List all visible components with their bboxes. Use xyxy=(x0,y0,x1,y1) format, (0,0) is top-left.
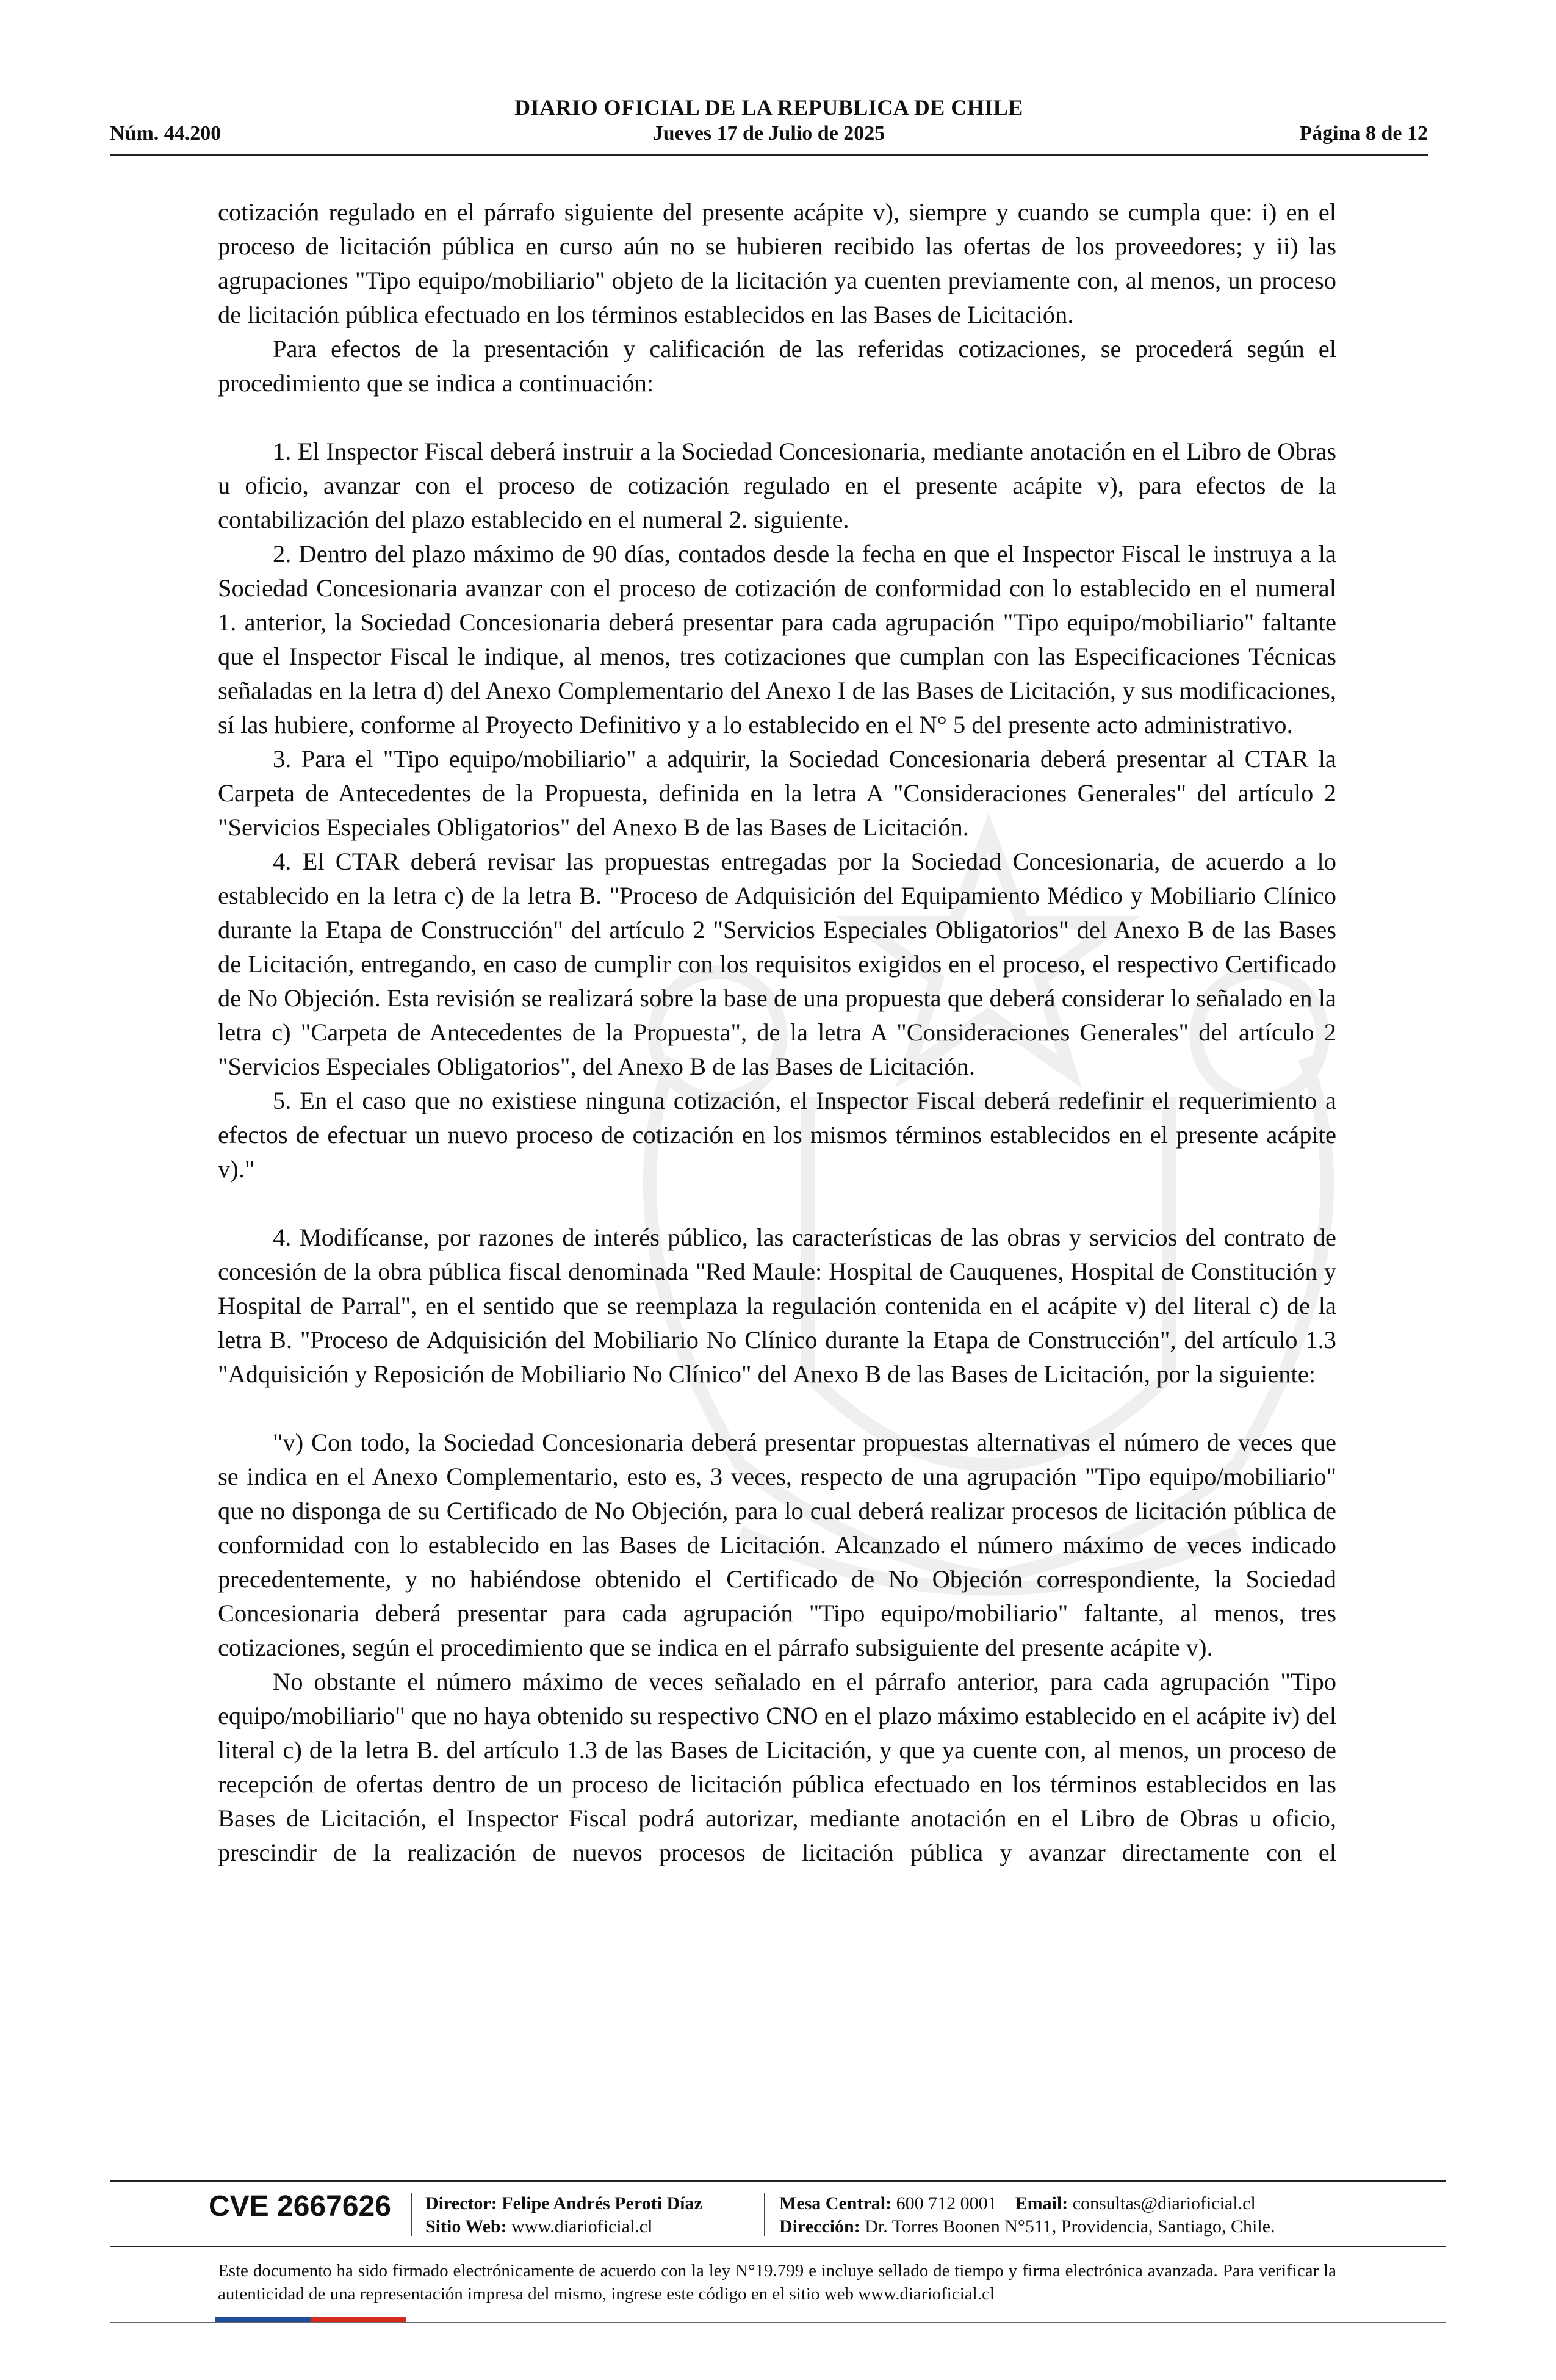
website-link[interactable]: www.diarioficial.cl xyxy=(511,2216,653,2237)
paragraph-10: No obstante el número máximo de veces señalado en el párrafo anterior, para cada agrupación "Tipo equipo/mobiliario" que no haya obtenido su respectivo CNO en el plazo máximo establecido en el acápite iv) del literal c) de la letra B. del artículo 1.3 de las Bases de Licitación, y que ya cuente con, al menos, un proceso de recepción de ofertas dentro de un proceso de licitación pública efectuado en los términos establecidos en las Bases de Licitación, el Inspector Fiscal podrá autorizar, mediante anotación en el Libro de Obras u oficio, prescindir de la realización de nuevos procesos de licitación pública y avanzar directamente con el xyxy=(218,1668,1336,1866)
paragraph-4: 2. Dentro del plazo máximo de 90 días, contados desde la fecha en que el Inspector Fiscal le instruya a la Sociedad Concesionaria avanzar con el proceso de cotización de conformidad con lo establecido en el numeral 1. anterior, la Sociedad Concesionaria deberá presentar para cada agrupación "Tipo equipo/mobiliario" faltante que el Inspector Fiscal le indique, al menos, tres cotizaciones que cumplan con las Especificaciones Técnicas señaladas en la letra d) del Anexo Complementario del Anexo I de las Bases de Licitación, y sus modificaciones, sí las hubiere, conforme al Proyecto Definitivo y a lo establecido en el N° 5 del presente acto administrativo. xyxy=(218,540,1336,738)
paragraph-5: 3. Para el "Tipo equipo/mobiliario" a adquirir, la Sociedad Concesionaria deberá presentar al CTAR la Carpeta de Antecedentes de la Propuesta, definida en la letra A "Consideraciones Generales" del artículo 2 "Servicios Especiales Obligatorios" del Anexo B de las Bases de Licitación. xyxy=(218,745,1336,841)
email-link[interactable]: consultas@diarioficial.cl xyxy=(1072,2193,1256,2213)
legal-notice: Este documento ha sido firmado electrónicamente de acuerdo con la ley N°19.799 e incluye sellado de tiempo y firma electrónica avanzada. Para verificar la autenticidad de una representación impresa del mismo, ingrese este código en el sitio web www.diarioficial.cl xyxy=(218,2261,1336,2304)
paragraph-9: "v) Con todo, la Sociedad Concesionaria deberá presentar propuestas alternativas el número de veces que se indica en el Anexo Complementario, esto es, 3 veces, respecto de una agrupación "Tipo equipo/mobiliario" que no disponga de su Certificado de No Objeción, para lo cual deberá realizar procesos de licitación pública de conformidad con lo establecido en las Bases de Licitación. Alcanzado el número máximo de veces indicado precedentemente, y no habiéndose obtenido el Certificado de No Objeción correspondiente, la Sociedad Concesionaria deberá presentar para cada agrupación "Tipo equipo/mobiliario" faltante, al menos, tres cotizaciones, según el procedimiento que se indica en el párrafo subsiguiente del presente acápite v). xyxy=(218,1429,1336,1661)
paragraph-6: 4. El CTAR deberá revisar las propuestas entregadas por la Sociedad Concesionaria, de acuerdo a lo establecido en la letra c) de la letra B. "Proceso de Adquisición del Equipamiento Médico y Mobiliario Clínico durante la Etapa de Construcción" del artículo 2 "Servicios Especiales Obligatorios" del Anexo B de las Bases de Licitación, entregando, en caso de cumplir con los requisitos exigidos en el proceso, el respectivo Certificado de No Objeción. Esta revisión se realizará sobre la base de una propuesta que deberá considerar lo señalado en la letra c) "Carpeta de Antecedentes de la Propuesta", de la letra A "Consideraciones Generales" del artículo 2 "Servicios Especiales Obligatorios", del Anexo B de las Bases de Licitación. xyxy=(218,848,1336,1080)
page-indicator: Página 8 de 12 xyxy=(1299,122,1428,145)
paragraph-7: 5. En el caso que no existiese ninguna cotización, el Inspector Fiscal deberá redefinir el requerimiento a efectos de efectuar un nuevo proceso de cotización en los mismos términos establecidos en el presente acápite v)." xyxy=(218,1087,1336,1183)
footer-divider-bottom xyxy=(110,2322,1446,2323)
document-body xyxy=(218,195,1336,1870)
address-label: Dirección: xyxy=(779,2216,860,2237)
issue-number: Núm. 44.200 xyxy=(110,122,222,145)
email-label: Email: xyxy=(1015,2193,1068,2213)
masthead: DIARIO OFICIAL DE LA REPUBLICA DE CHILE xyxy=(514,95,1023,120)
paragraph-2: Para efectos de la presentación y calificación de las referidas cotizaciones, se procederá según el procedimiento que se indica a continuación: xyxy=(218,335,1336,397)
footer-divider-top xyxy=(110,2180,1446,2182)
director-name: Felipe Andrés Peroti Díaz xyxy=(502,2193,702,2213)
footer-director-block xyxy=(425,2192,702,2238)
paragraph-8: 4. Modifícanse, por razones de interés público, las características de las obras y servicios del contrato de concesión de la obra pública fiscal denominada "Red Maule: Hospital de Cauquenes, Hospital de Constitución y Hospital de Parral", en el sentido que se reemplaza la regulación contenida en el acápite v) del literal c) de la letra B. "Proceso de Adquisición del Mobiliario No Clínico durante la Etapa de Construcción", del artículo 1.3 "Adquisición y Reposición de Mobiliario No Clínico" del Anexo B de las Bases de Licitación, por la siguiente: xyxy=(218,1224,1336,1388)
website-label: Sitio Web: xyxy=(425,2216,507,2237)
header-divider xyxy=(110,154,1428,156)
paragraph-3: 1. El Inspector Fiscal deberá instruir a la Sociedad Concesionaria, mediante anotación en el Libro de Obras u oficio, avanzar con el proceso de cotización regulado en el presente acápite v), para efectos de la contabilización del plazo establecido en el numeral 2. siguiente. xyxy=(218,438,1336,533)
phone-number: 600 712 0001 xyxy=(896,2193,997,2213)
cve-code: CVE 2667626 xyxy=(209,2190,391,2223)
director-label: Director: xyxy=(425,2193,497,2213)
address-text: Dr. Torres Boonen N°511, Providencia, Santiago, Chile. xyxy=(865,2216,1275,2237)
footer-separator-2 xyxy=(764,2193,765,2236)
footer-divider-middle xyxy=(110,2246,1446,2247)
phone-label: Mesa Central: xyxy=(779,2193,892,2213)
footer-separator-1 xyxy=(411,2193,412,2236)
paragraph-1: cotización regulado en el párrafo siguiente del presente acápite v), siempre y cuando se cumpla que: i) en el proceso de licitación pública en curso aún no se hubieren recibido las ofertas de los proveedores; y ii) las agrupaciones "Tipo equipo/mobiliario" objeto de la licitación ya cuenten previamente con, al menos, un proceso de licitación pública efectuado en los términos establecidos en las Bases de Licitación. xyxy=(218,198,1336,328)
issue-date: Jueves 17 de Julio de 2025 xyxy=(652,122,885,145)
page-header xyxy=(110,95,1428,156)
footer-contact-block xyxy=(779,2192,1275,2238)
